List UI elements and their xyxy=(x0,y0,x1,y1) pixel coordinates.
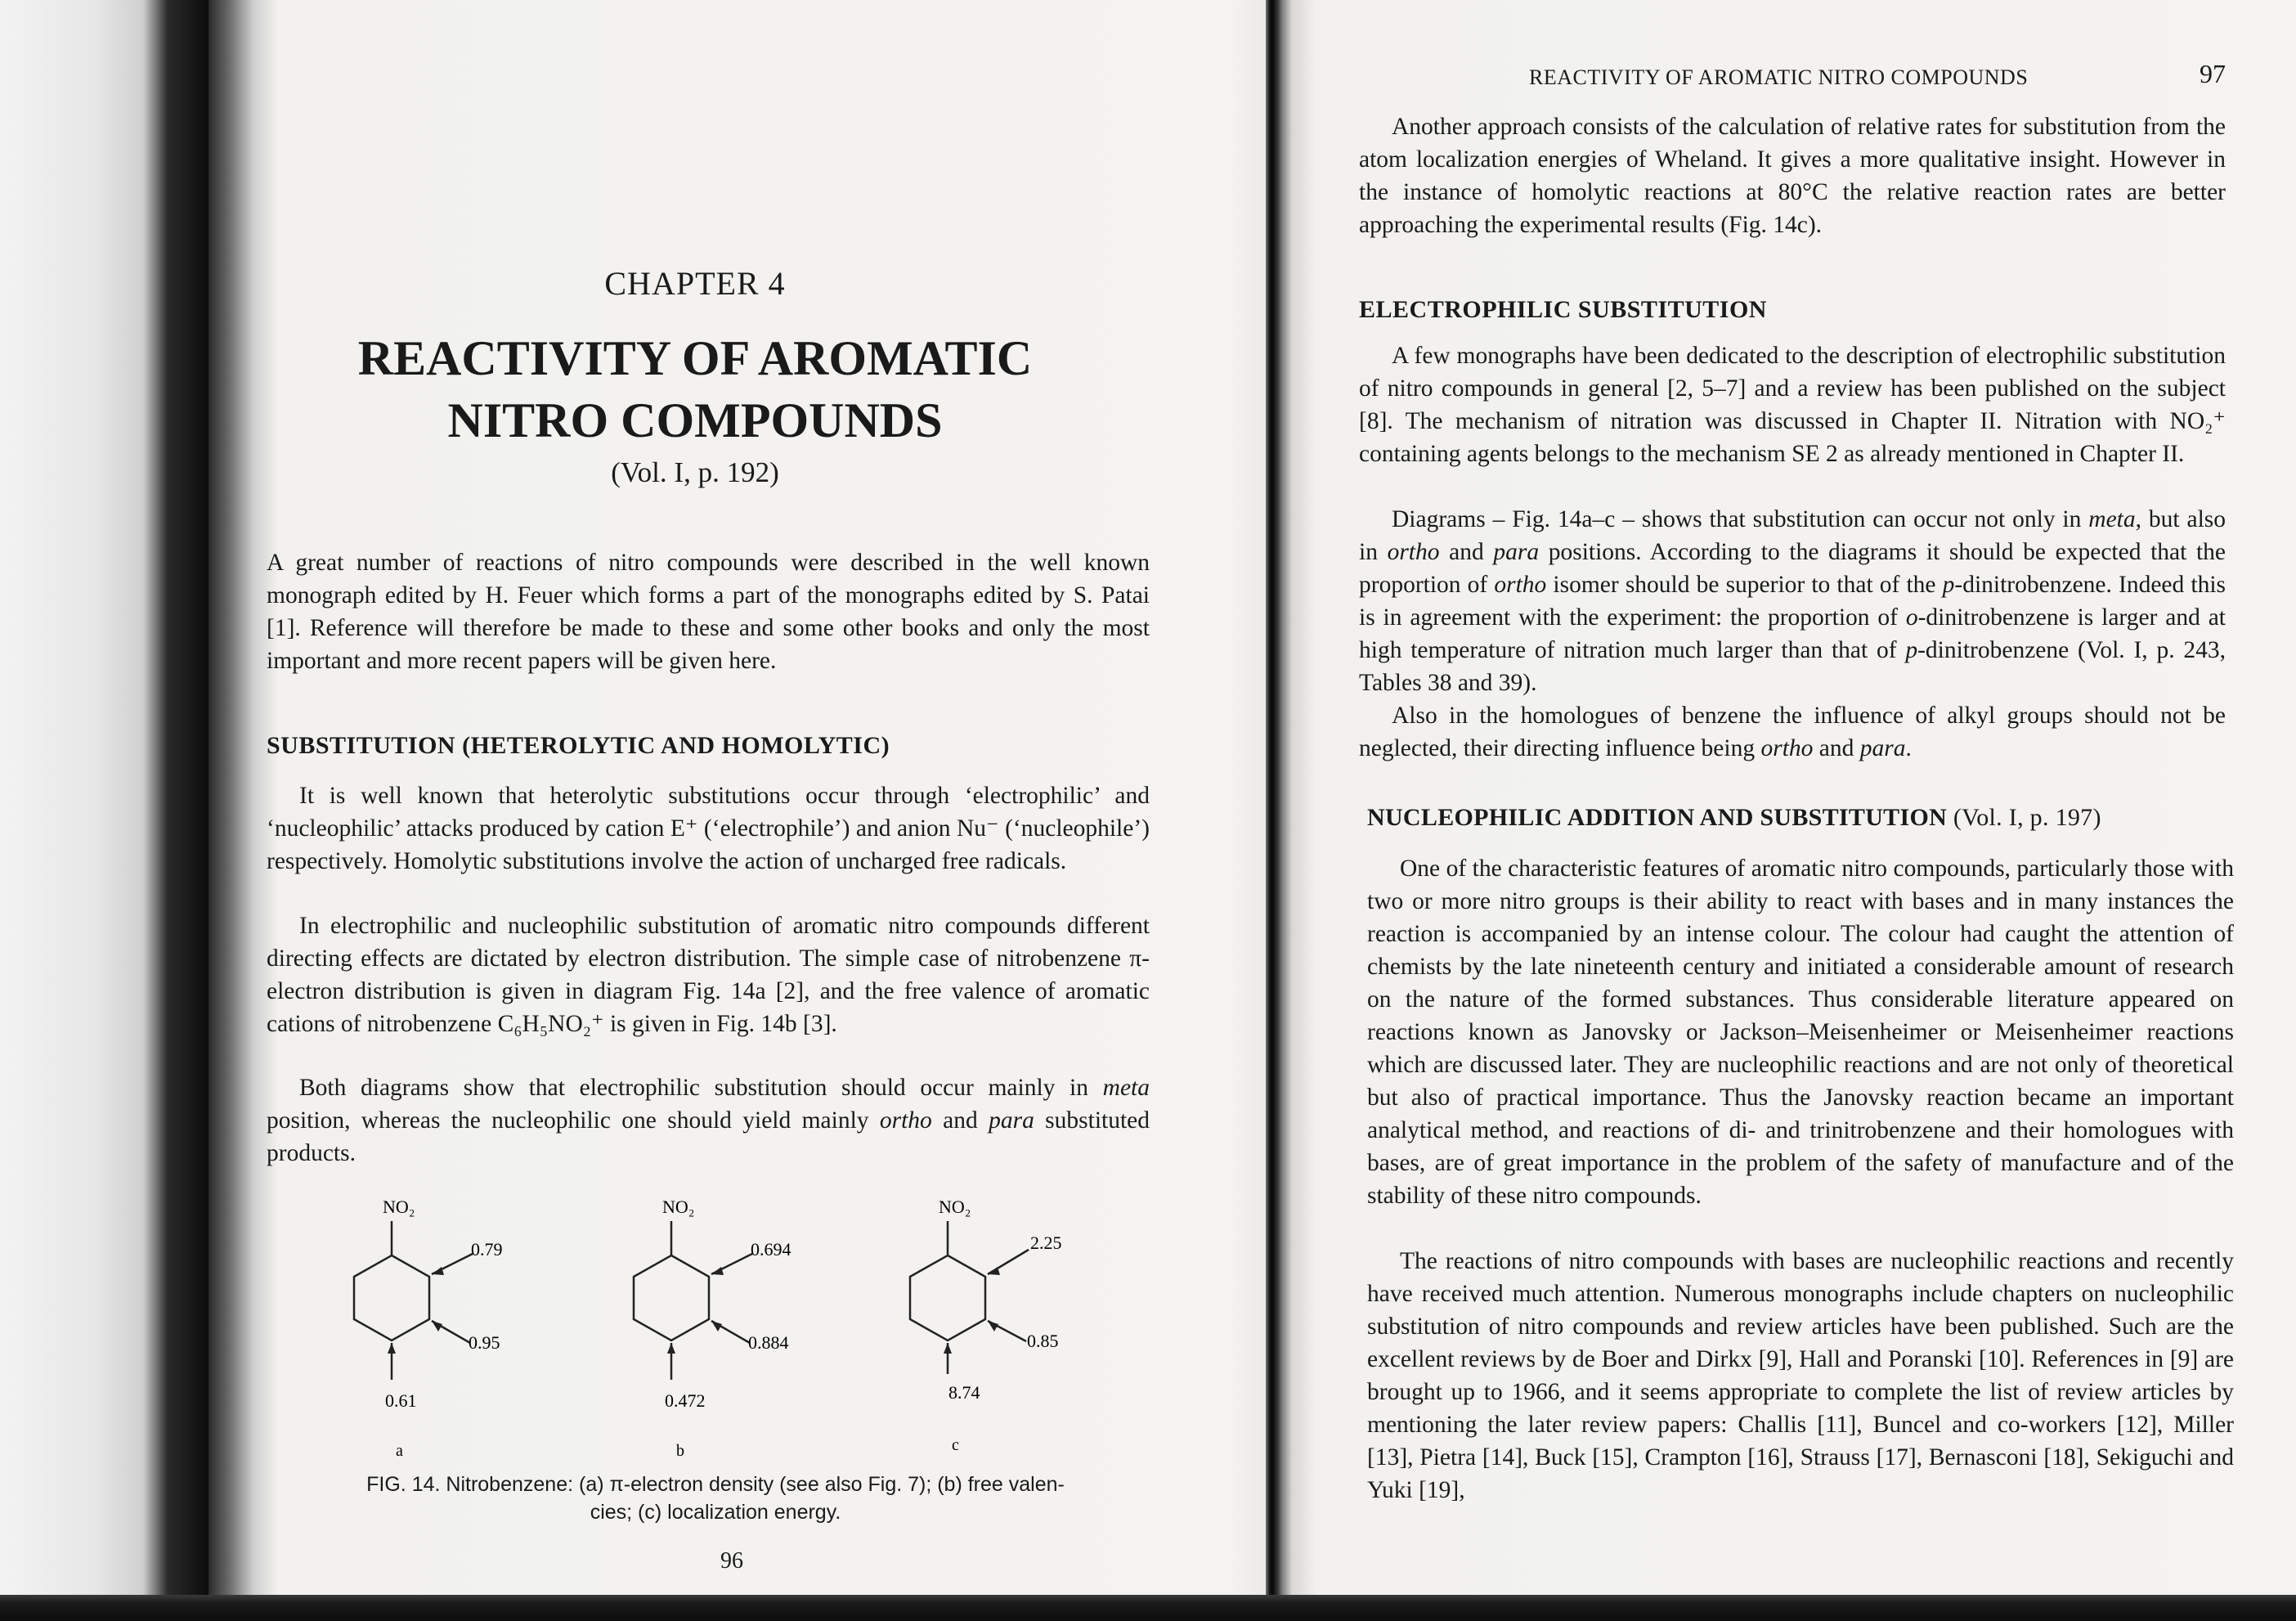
figure-caption-line-2: cies; (c) localization energy. xyxy=(590,1501,841,1524)
electrophilic-paragraph-1: A few monographs have been dedicated to the description of electrophilic substitution of nitro compounds in general [2, 5–7] and a review has been published on the subject [8]. The mechanism of nitration was discussed in Chapter II. Nitration with NO₂⁺ containing agents belongs to the mechanism SE 2 as already mentioned in Chapter II. xyxy=(1359,343,2226,467)
electrophilic-paragraph-3: Also in the homologues of benzene the influence of alkyl groups should not be neglected, their directing influence being ortho and para. xyxy=(1359,703,2226,761)
substitution-paragraph-1: It is well known that heterolytic substitutions occur through ‘electrophilic’ and ‘nucleophilic’ attacks produced by cation E⁺ (‘electrophile’) and anion Nu⁻ (‘nucleophile’) respectively. Homolytic substitutions involve the action of uncharged free radicals. xyxy=(267,783,1150,874)
diagram-a-letter: a xyxy=(396,1442,403,1460)
diagram-c-lower-value: 0.85 xyxy=(1027,1331,1059,1351)
diagram-a-nitro-label: NO₂ xyxy=(383,1197,415,1217)
left-page-number: 96 xyxy=(720,1548,743,1574)
nucleophilic-paragraph-1: One of the characteristic features of aromatic nitro compounds, particularly those with two or more nitro groups is their ability to react with bases and in many instances the reaction is accompanied by an intense colour. The colour had caught the attention of chemists by the late nineteenth century and initiated a considerable amount of research on the nature of the formed substances. Thus considerable literature appeared on reactions known as Janovsky or Jackson–Meisenheimer or Meisenheimer reactions which are discussed later. They are nucleophilic reactions and are not only of theoretical but also of practical importance. Thus the Janovsky reaction became an important analytical method, and reactions of di- and trinitrobenzene and their homologues with bases, are of great importance in the problem of the safety of manufacture and of the stability of these nitro compounds. xyxy=(1367,855,2234,1209)
figure-caption-line-1: FIG. 14. Nitrobenzene: (a) π-electron density (see also Fig. 7); (b) free valen- xyxy=(366,1473,1065,1496)
intro-paragraph: A great number of reactions of nitro compounds were described in the well known monograph edited by H. Feuer which forms a part of the monographs edited by S. Patai [1]. Reference will therefore be made to these and some other books and only the most important and more recent papers will be given here. xyxy=(267,550,1150,674)
nucleophilic-paragraph-2: The reactions of nitro compounds with bases are nucleophilic reactions and recently have received much attention. Numerous monographs include chapters on nucleophilic substitution of nitro compounds and review articles have been published. Such are the excellent reviews by de Boer and Dirkx [9], Hall and Poranski [10]. References in [9] are brought up to 1966, and it seems appropriate to complete the list of review articles by mentioning the later review papers: Challis [11], Buncel and co-workers [12], Miller [13], Pietra [14], Buck [15], Crampton [16], Strauss [17], Bernasconi [18], Sekiguchi and Yuki [19], xyxy=(1367,1248,2234,1503)
figure-14 xyxy=(327,1190,1145,1468)
right-paragraph-1: Another approach consists of the calculation of relative rates for substitution from the atom localization energies of Wheland. It gives a more qualitative insight. However in the instance of homolytic reactions at 80°C the relative reaction rates are better approaching the experimental results (Fig. 14c). xyxy=(1359,114,2226,238)
substitution-paragraph-3: Both diagrams show that electrophilic substitution should occur mainly in meta position, whereas the nucleophilic one should yield mainly ortho and para substituted products. xyxy=(267,1075,1150,1166)
right-page-number: 97 xyxy=(2200,59,2226,88)
diagram-a-para-value: 0.61 xyxy=(385,1390,417,1411)
chapter-label: CHAPTER 4 xyxy=(604,265,786,302)
section-heading-nucleophilic: NUCLEOPHILIC ADDITION AND SUBSTITUTION (Vol. I, p. 197) xyxy=(1367,804,2101,831)
book-gutter xyxy=(1266,0,1279,1621)
diagram-c xyxy=(910,1197,1062,1454)
section-heading-electrophilic: ELECTROPHILIC SUBSTITUTION xyxy=(1359,296,1767,323)
chapter-title-line-2: NITRO COMPOUNDS xyxy=(447,393,943,447)
diagram-b-para-value: 0.472 xyxy=(665,1390,706,1411)
diagram-b-upper-value: 0.694 xyxy=(751,1239,791,1260)
diagram-c-upper-value: 2.25 xyxy=(1030,1233,1062,1253)
substitution-paragraph-2: In electrophilic and nucleophilic substitution of aromatic nitro compounds different directing effects are dictated by electron distribution. The simple case of nitrobenzene π-electron distribution is given in diagram Fig. 14a [2], and the free valence of aromatic cations of nitrobenzene C₆H₅NO₂⁺ is given in Fig. 14b [3]. xyxy=(267,913,1150,1037)
diagram-c-nitro-label: NO₂ xyxy=(939,1197,971,1217)
diagram-c-letter: c xyxy=(952,1436,959,1454)
section-heading-substitution: SUBSTITUTION (HETEROLYTIC AND HOMOLYTIC) xyxy=(267,732,890,759)
diagram-c-para-value: 8.74 xyxy=(948,1382,980,1403)
chapter-title xyxy=(327,327,1063,451)
bottom-edge-shadow xyxy=(0,1595,2296,1621)
diagram-a xyxy=(354,1197,503,1460)
diagram-a-lower-value: 0.95 xyxy=(469,1332,500,1353)
diagram-b xyxy=(634,1197,791,1460)
diagram-b-lower-value: 0.884 xyxy=(748,1332,789,1353)
diagram-b-letter: b xyxy=(676,1442,684,1460)
running-head: REACTIVITY OF AROMATIC NITRO COMPOUNDS xyxy=(1529,65,2029,89)
diagram-b-nitro-label: NO₂ xyxy=(662,1197,695,1217)
volume-reference: (Vol. I, p. 192) xyxy=(611,456,779,488)
chapter-title-line-1: REACTIVITY OF AROMATIC xyxy=(357,331,1033,385)
figure-caption xyxy=(327,1471,1104,1526)
electrophilic-paragraph-2: Diagrams – Fig. 14a–c – shows that substitution can occur not only in meta, but also in ortho and para positions. According to the diagrams it should be expected that the proportion of ortho isomer should be superior to that of the p-dinitrobenzene. Indeed this is in agreement with the experiment: the proportion of o-dinitrobenzene is larger and at high temperature of nitration much larger than that of p-dinitrobenzene (Vol. I, p. 243, Tables 38 and 39). xyxy=(1359,506,2226,696)
diagram-a-upper-value: 0.79 xyxy=(471,1239,503,1260)
